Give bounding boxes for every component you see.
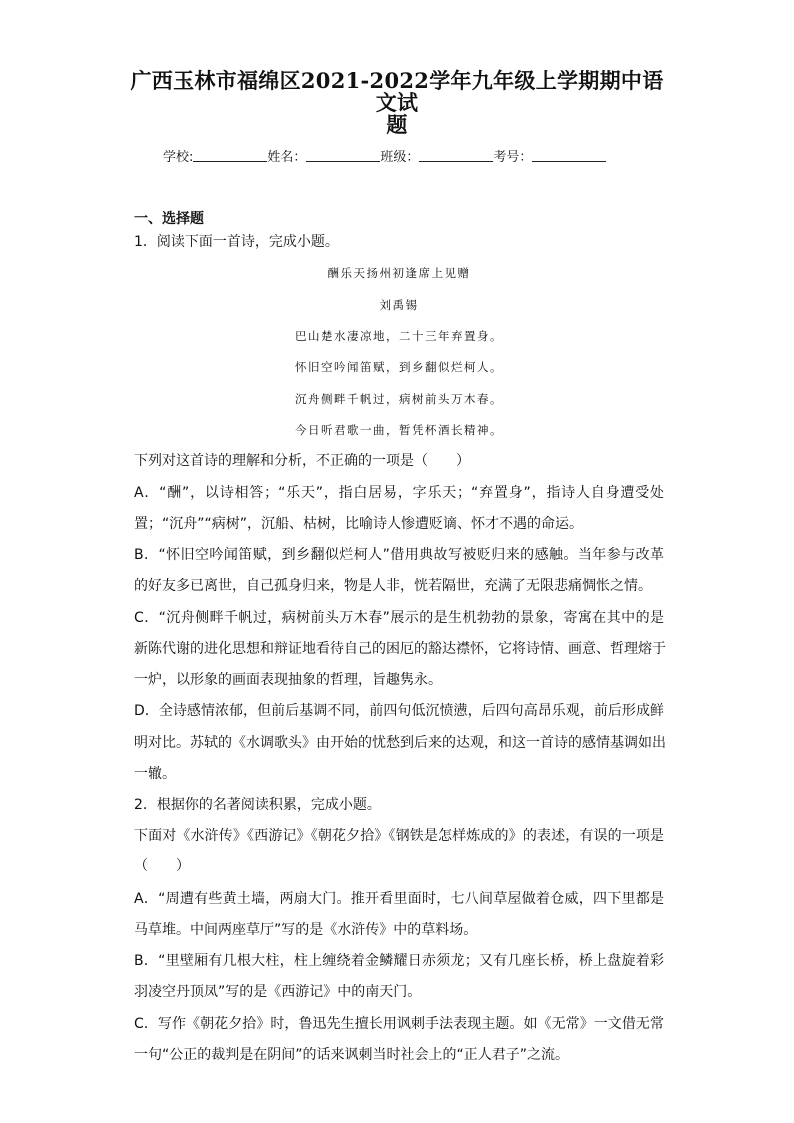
- poem-title: 酬乐天扬州初逢席上见赠: [327, 266, 471, 280]
- option-d-line[interactable]: D．全诗感情浓郁，但前后基调不同，前四句低沉愤懑，后四句高昂乐观，前后形成鲜: [134, 703, 664, 719]
- option-a-line[interactable]: A．“酬”，以诗相答；“乐天”，指白居易，字乐天；“弃置身”，指诗人自身遭受处: [134, 485, 664, 501]
- poem-line: 巴山楚水凄凉地，二十三年弃置身。: [295, 329, 503, 343]
- q2-question-bracket: （ ）: [134, 858, 190, 874]
- poem-line: 怀旧空吟闻笛赋，到乡翻似烂柯人。: [295, 360, 503, 374]
- student-info-row: [163, 146, 606, 165]
- option-c-line[interactable]: 一炉，以形象的画面表现抽象的哲理，旨趣隽永。: [134, 672, 442, 688]
- exam-no-label: 考号：: [493, 150, 533, 165]
- exam-title: 广西玉林市福绵区2021-2022学年九年级上学期期中语文试: [130, 68, 664, 115]
- option-c-line[interactable]: 新陈代谢的进化思想和辩证地看待自己的困厄的豁达襟怀，它将诗情、画意、哲理熔于: [134, 641, 666, 657]
- exam-no-blank[interactable]: [532, 148, 606, 162]
- poem-line: 沉舟侧畔千帆过，病树前头万木春。: [295, 392, 503, 406]
- q1-question: 下列对这首诗的理解和分析，不正确的一项是（ ）: [134, 453, 470, 469]
- name-blank[interactable]: [306, 148, 380, 162]
- option-a-line[interactable]: 马草堆。中间两座草厅”写的是《水浒传》中的草料场。: [134, 922, 478, 938]
- option-c-line[interactable]: C．“沉舟侧畔千帆过，病树前头万木春”展示的是生机勃勃的景象，寄寓在其中的是: [134, 610, 664, 626]
- q1-prompt: 1．阅读下面一首诗，完成小题。: [134, 234, 339, 250]
- poem-line: 今日听君歌一曲，暂凭杯酒长精神。: [295, 423, 503, 437]
- option-b-line[interactable]: B．“怀旧空吟闻笛赋，到乡翻似烂柯人”借用典故写被贬归来的感触。当年参与改革: [134, 547, 664, 563]
- option-b-line[interactable]: 的好友多已离世，自己孤身归来，物是人非，恍若隔世，充满了无限悲痛惆怅之情。: [134, 578, 652, 594]
- section-heading: 一、选择题: [134, 211, 204, 227]
- school-label: 学校:: [163, 150, 194, 165]
- option-b-line[interactable]: B．“里壁厢有几根大柱，柱上缠绕着金鳞耀日赤须龙；又有几座长桥，桥上盘旋着彩: [134, 953, 664, 969]
- q2-question: 下面对《水浒传》《西游记》《朝花夕拾》《钢铁是怎样炼成的》的表述，有误的一项是: [134, 828, 664, 844]
- class-label: 班级：: [380, 150, 420, 165]
- option-a-line[interactable]: A．“周遭有些黄土墙，两扇大门。推开看里面时，七八间草屋做着仓威，四下里都是: [134, 891, 664, 907]
- option-b-line[interactable]: 羽凌空丹顶凤”写的是《西游记》中的南天门。: [134, 984, 422, 1000]
- q2-prompt: 2．根据你的名著阅读积累，完成小题。: [134, 797, 381, 813]
- option-c-line[interactable]: C．写作《朝花夕拾》时，鲁迅先生擅长用讽刺手法表现主题。如《无常》一文借无常: [134, 1016, 664, 1032]
- exam-title-continued: 题: [386, 112, 408, 137]
- option-a-line[interactable]: 置；“沉舟”“病树”，沉船、枯树，比喻诗人惨遭贬谪、怀才不遇的命运。: [134, 516, 584, 532]
- school-blank[interactable]: [193, 148, 267, 162]
- poem-author: 刘禹锡: [379, 298, 419, 312]
- class-blank[interactable]: [419, 148, 493, 162]
- option-d-line[interactable]: 明对比。苏轼的《水调歌头》由开始的忧愁到后来的达观，和这一首诗的感情基调如出: [134, 735, 666, 751]
- name-label: 姓名：: [267, 150, 307, 165]
- option-c-line[interactable]: 一句“公正的裁判是在阴间”的话来讽刺当时社会上的“正人君子”之流。: [134, 1047, 570, 1063]
- option-d-line[interactable]: 一辙。: [134, 766, 176, 782]
